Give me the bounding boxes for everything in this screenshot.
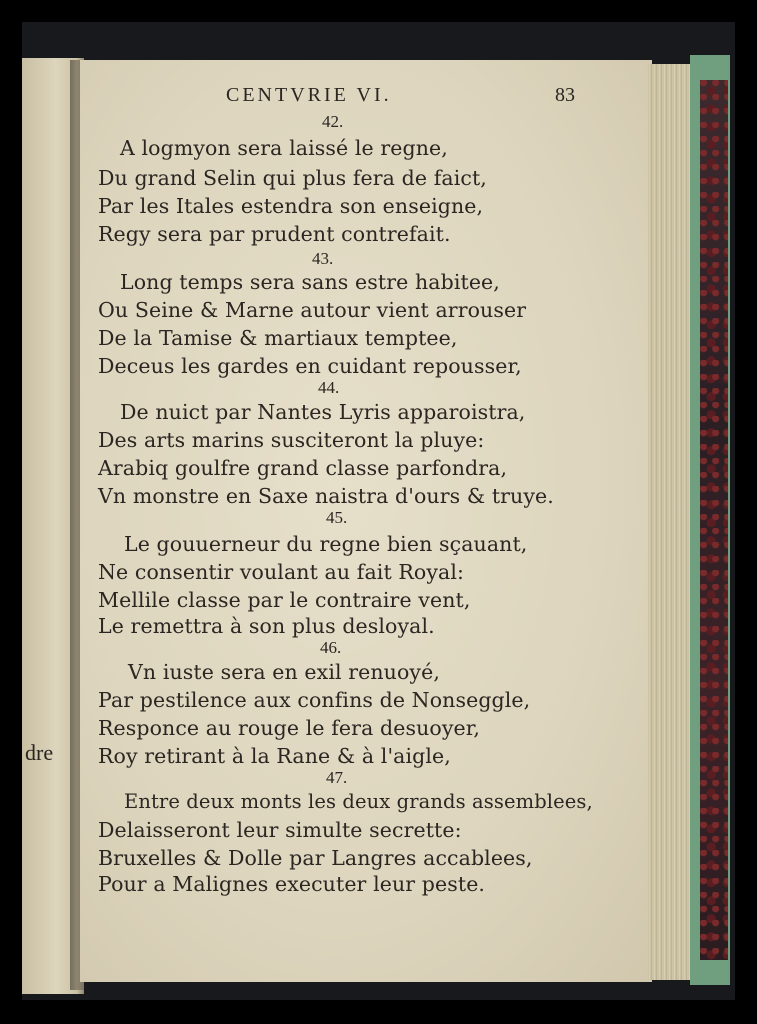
left-margin-fragment: dre [25, 740, 54, 765]
quatrain-number: 46. [320, 638, 342, 657]
verse-line: De nuict par Nantes Lyris apparoistra, [120, 400, 526, 424]
verse-line: Ne consentir voulant au fait Royal: [98, 560, 465, 584]
verse-line: Entre deux monts les deux grands assemblees, [124, 790, 593, 813]
verse-line: Pour a Malignes executer leur peste. [98, 872, 486, 896]
verse-line: Roy retirant à la Rane & à l'aigle, [98, 744, 451, 768]
verse-line: Par les Itales estendra son enseigne, [98, 194, 484, 218]
verse-line: Du grand Selin qui plus fera de faict, [98, 166, 487, 190]
verse-line: Par pestilence aux confins de Nonseggle, [98, 688, 531, 712]
verse-line: Regy sera par prudent contrefait. [98, 222, 451, 246]
verse-line: Arabiq goulfre grand classe parfondra, [98, 456, 508, 480]
verse-line: Ou Seine & Marne autour vient arrouser [98, 298, 527, 322]
quatrain-number: 42. [322, 112, 344, 131]
running-head: CENTVRIE VI. [226, 84, 392, 106]
verse-line: Le remettra à son plus desloyal. [98, 614, 435, 638]
verse-line: Bruxelles & Dolle par Langres accablees, [98, 846, 533, 870]
verse-line: De la Tamise & martiaux temptee, [98, 326, 458, 350]
quatrain-number: 47. [326, 768, 348, 787]
quatrain-number: 43. [312, 249, 334, 268]
verse-line: Vn iuste sera en exil renuoyé, [128, 660, 440, 684]
verse-line: A logmyon sera laissé le regne, [120, 136, 448, 160]
verse-line: Delaisseront leur simulte secrette: [98, 818, 462, 842]
quatrain-number: 44. [318, 378, 340, 397]
page-number: 83 [555, 84, 575, 106]
page-edges [648, 64, 694, 980]
verse-line: Deceus les gardes en cuidant repousser, [98, 354, 522, 378]
marbled-cover [700, 80, 728, 960]
verse-line: Long temps sera sans estre habitee, [120, 270, 500, 294]
quatrain-number: 45. [326, 508, 348, 527]
verse-line: Vn monstre en Saxe naistra d'ours & truye. [98, 484, 554, 508]
verse-line: Le gouuerneur du regne bien sçauant, [124, 532, 528, 556]
verse-line: Responce au rouge le fera desuoyer, [98, 716, 480, 740]
verse-line: Des arts marins susciteront la pluye: [98, 428, 485, 452]
verse-line: Mellile classe par le contraire vent, [98, 588, 471, 612]
